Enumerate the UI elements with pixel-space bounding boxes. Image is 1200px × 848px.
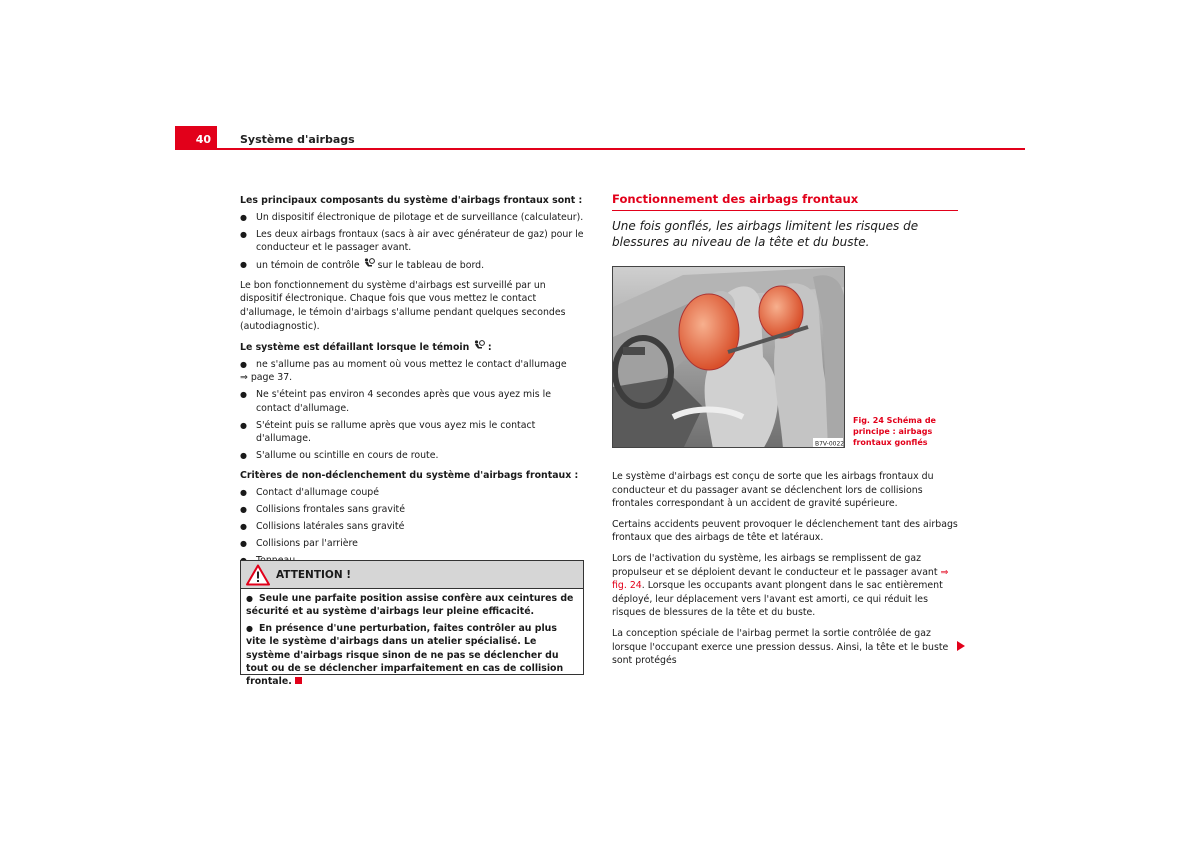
list-item: ● un témoin de contrôle sur le tableau de bord. — [240, 260, 485, 272]
figure-caption: Fig. 24 Schéma de principe : airbags frontaux gonflés — [853, 416, 936, 447]
list-item: ● S'allume ou scintille en cours de route. — [240, 450, 439, 462]
warning-body — [241, 589, 583, 695]
next-page-arrow-icon[interactable] — [957, 641, 965, 651]
warning-box — [240, 560, 584, 688]
list-item: ● Un dispositif électronique de pilotage et de surveillance (calculateur). — [240, 211, 584, 223]
lead-paragraph: Une fois gonflés, les airbags limitent les risques de blessures au niveau de la tête et du buste. — [612, 218, 919, 250]
end-of-section-mark — [295, 677, 302, 684]
components-heading: Les principaux composants du système d'airbags frontaux sont : — [240, 195, 583, 206]
warning-title: ATTENTION ! — [276, 568, 352, 581]
list-item: ● ne s'allume pas au moment où vous mettez le contact d'allumage — [240, 358, 567, 370]
left-column — [240, 194, 584, 571]
paragraph: La conception spéciale de l'airbag permet la sortie contrôlée de gaz lorsque l'occupant exerce une pression dessus. Ainsi, la tête et le buste sont protégés — [612, 627, 949, 667]
right-body — [612, 470, 958, 675]
list-item: ● S'éteint puis se rallume après que vous ayez mis le contact d'allumage. — [240, 419, 536, 445]
header-divider — [175, 148, 1025, 150]
list-item: ● Ne s'éteint pas environ 4 secondes après que vous ayez mis le contact d'allumage. — [240, 389, 552, 414]
warning-header — [241, 561, 583, 589]
chapter-title: Système d'airbags — [240, 133, 355, 146]
warning-item: ● Seule une parfaite position assise confère aux ceintures de sécurité et au système d'airbags leur pleine efficacité. — [246, 593, 574, 618]
airbag-illustration — [613, 267, 845, 448]
airbag-indicator-icon — [473, 340, 485, 351]
airbag-indicator-icon — [363, 258, 375, 269]
figure-link[interactable]: ⇒ fig. 24 — [612, 566, 949, 592]
section-title: Fonctionnement des airbags frontaux — [612, 193, 958, 211]
activation-paragraph: Lors de l'activation du système, les airbags se remplissent de gaz propulseur et se déploient devant le conducteur et le passager avant ⇒ fig. 24. Lorsque les occupants avant plongent dans le sac entièrement déployé, leur déplacement vers l'avant est amorti, ce qui réduit les risques de blessures de la tête et du buste. — [612, 552, 949, 619]
list-item: ● Collisions latérales sans gravité — [240, 520, 405, 532]
list-item: ● Contact d'allumage coupé — [240, 486, 380, 498]
page-reference: ⇒ page 37. — [240, 372, 293, 384]
page-number: 40 — [175, 126, 217, 149]
list-item: ● Collisions par l'arrière — [240, 537, 358, 549]
paragraph: Certains accidents peuvent provoquer le déclenchement tant des airbags frontaux que des airbags de tête et latéraux. — [612, 518, 958, 544]
paragraph: Le système d'airbags est conçu de sorte que les airbags frontaux du conducteur et du passager avant se déclenchent lors de collisions frontales correspondant à un accident de gravité supérieure. — [612, 471, 934, 510]
faulty-heading: Le système est défaillant lorsque le témoin : — [240, 342, 492, 354]
list-item: ● Collisions frontales sans gravité — [240, 503, 405, 515]
list-item: ● Les deux airbags frontaux (sacs à air avec générateur de gaz) pour le conducteur et le passager avant. — [240, 228, 584, 254]
figure-code: B7V-0022 — [815, 440, 845, 448]
warning-triangle-icon — [246, 564, 270, 586]
right-column — [612, 193, 958, 265]
monitor-paragraph: Le bon fonctionnement du système d'airbags est surveillé par un dispositif électronique. Chaque fois que vous mettez le contact d'allumage, le témoin d'airbags s'allume pendant quelques secondes (autodiagnostic). — [240, 279, 566, 332]
airbag-figure — [612, 266, 845, 448]
warning-item: ● En présence d'une perturbation, faites contrôler au plus vite le système d'airbags dans un atelier spécialisé. Le système d'airbags risque sinon de ne pas se déclencher du tout ou de se déclencher imparfaitement en cas de collision frontale. — [246, 622, 564, 688]
criteria-heading: Critères de non-déclenchement du système d'airbags frontaux : — [240, 470, 579, 482]
